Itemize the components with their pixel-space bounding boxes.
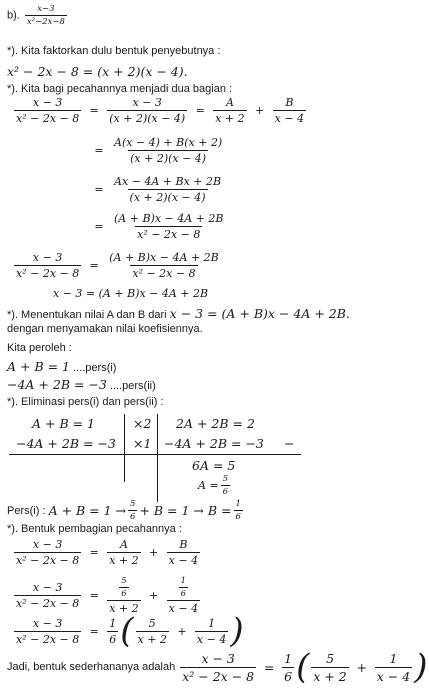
equation-pers1: A + B = 1 ....pers(i) xyxy=(7,359,117,374)
numerator-equation: x − 3 = (A + B)x − 4A + 2B xyxy=(53,287,209,300)
given-denominator: x²−2x−8 xyxy=(26,17,65,27)
grouped-fraction: = $\frac{(A + B)x - 4A + 2B}{\text{x² − 2x − 8}}$ xyxy=(94,212,224,241)
value-A: A = $\frac{5}{6}$ xyxy=(198,474,229,497)
final-split-2: $\frac{x - 3}{\text{x² − 2x − 8}}$ = $\frac{\frac{5}{6}}{x + 2}$ + $\frac{\frac{1}{6}}{x - 4}$ xyxy=(16,576,199,615)
part-label: b). xyxy=(7,9,20,22)
part-header xyxy=(7,4,69,27)
step3-text-cont: dengan menyamakan nilai koefisiennya. xyxy=(7,323,203,335)
step2-text: *). Kita bagi pecahannya menjadi dua bagian : xyxy=(7,83,233,95)
expanded-fraction: = $\frac{Ax - 4A + Bx + 2B}{(x + 2)(x - 4)}$ xyxy=(94,175,222,204)
factor-equation: x² − 2x − 8 = (x + 2)(x − 4). xyxy=(7,64,188,79)
combined-fraction: = $\frac{A(x - 4) + B(x + 2)}{(x + 2)(x - 4)}$ xyxy=(94,136,223,165)
final-split-1: $\frac{x - 3}{\text{x² − 2x − 8}}$ = $\frac{A}{x + 2}$ + $\frac{B}{x - 4}$ xyxy=(16,538,199,567)
step4-text: *). Eliminasi pers(i) dan pers(ii) : xyxy=(7,396,164,408)
step3-text: *). Menentukan nilai A dan B dari x − 3 = (A + B)x − 4A + 2B. xyxy=(7,306,350,321)
equation-pers2: −4A + 2B = −3 ....pers(ii) xyxy=(7,377,156,392)
given-numerator: x−3 xyxy=(37,4,55,14)
partial-fraction-split: $\frac{x - 3}{\text{x² − 2x − 8}}$ = $\frac{x - 3}{(x + 2)(x - 4)}$ = $\frac{A}{x + 2}$ + $\frac{B}{x - 4}$ xyxy=(16,96,305,125)
kita-peroleh: Kita peroleh : xyxy=(7,342,72,354)
step5-text: *). Bentuk pembagian pecahannya : xyxy=(7,523,182,535)
final-split-3: $\frac{x - 3}{\text{x² − 2x − 8}}$ = $\frac{1}{6}$ ( $\frac{5}{x + 2}$ + $\frac{1}{x - 4}$ ) xyxy=(16,611,244,651)
given-fraction xyxy=(25,4,67,27)
solve-B-line: Pers(i) : A + B = 1 → $\frac{5}{6}$ + B = 1 → B = $\frac{1}{6}$ xyxy=(7,499,241,522)
step1-text: *). Kita faktorkan dulu bentuk penyebutnya : xyxy=(7,45,221,57)
equated-fractions: $\frac{x - 3}{\text{x² − 2x − 8}}$ = $\frac{(A + B)x - 4A + 2B}{\text{x² − 2x − 8}}$ xyxy=(16,251,219,280)
conclusion-line: Jadi, bentuk sederhananya adalah $\frac{x - 3}{\text{x² − 2x − 8}}$ = $\frac{1}{6}$ ( $\frac{5}{x + 2}$ + $\frac{1}{x - 4}$ ) xyxy=(7,647,428,687)
